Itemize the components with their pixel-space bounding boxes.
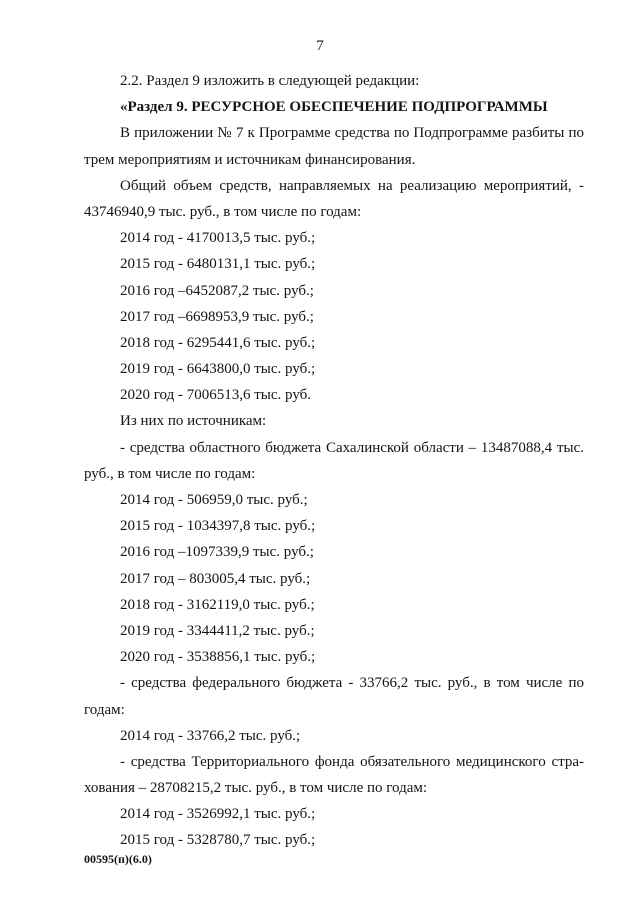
year-line: 2019 год - 3344411,2 тыс. руб.; (120, 622, 315, 639)
year-line: 2016 год –1097339,9 тыс. руб.; (120, 544, 314, 561)
year-line: 2014 год - 3526992,1 тыс. руб.; (120, 806, 316, 823)
document-code: 00595(п)(6.0) (84, 852, 152, 866)
year-line: 2016 год –6452087,2 тыс. руб.; (120, 282, 314, 299)
document-body (84, 68, 584, 854)
year-line: 2015 год - 6480131,1 тыс. руб.; (120, 256, 316, 273)
paragraph-line: руб., в том числе по годам: (84, 465, 256, 482)
year-line: 2020 год - 3538856,1 тыс. руб.; (120, 649, 316, 666)
year-line: 2020 год - 7006513,6 тыс. руб. (120, 387, 312, 404)
year-line: 2018 год - 3162119,0 тыс. руб.; (120, 596, 315, 613)
paragraph-line: Общий объем средств, направляемых на реализацию мероприятий, - (120, 177, 584, 194)
year-line: 2017 год – 803005,4 тыс. руб.; (120, 570, 311, 587)
year-line: 2014 год - 33766,2 тыс. руб.; (120, 727, 301, 744)
paragraph-line: хования – 28708215,2 тыс. руб., в том числе по годам: (84, 780, 428, 797)
year-line: 2017 год –6698953,9 тыс. руб.; (120, 308, 314, 325)
page-number: 7 (316, 38, 324, 54)
instruction-line: 2.2. Раздел 9 изложить в следующей редакции: (120, 73, 420, 89)
paragraph-line: В приложении № 7 к Программе средства по Подпрограмме разбиты по (120, 125, 584, 142)
paragraph-line: - средства областного бюджета Сахалинской области – 13487088,4 тыс. (120, 439, 584, 456)
year-line: 2015 год - 1034397,8 тыс. руб.; (120, 518, 316, 535)
year-line: 2015 год - 5328780,7 тыс. руб.; (120, 832, 316, 849)
year-line: 2019 год - 6643800,0 тыс. руб.; (120, 361, 316, 378)
year-line: 2014 год - 4170013,5 тыс. руб.; (120, 230, 316, 247)
paragraph-line: Из них по источникам: (120, 413, 267, 430)
paragraph-line: годам: (84, 701, 125, 718)
section-heading: «Раздел 9. РЕСУРСНОЕ ОБЕСПЕЧЕНИЕ ПОДПРОГРАММЫ (120, 99, 548, 116)
paragraph-line: - средства Территориального фонда обязательного медицинского стра- (120, 753, 584, 770)
paragraph-line: трем мероприятиям и источникам финансирования. (84, 151, 416, 168)
paragraph-line: - средства федерального бюджета - 33766,2 тыс. руб., в том числе по (120, 675, 584, 692)
year-line: 2014 год - 506959,0 тыс. руб.; (120, 492, 308, 508)
paragraph-line: 43746940,9 тыс. руб., в том числе по годам: (84, 203, 362, 220)
year-line: 2018 год - 6295441,6 тыс. руб.; (120, 334, 316, 351)
